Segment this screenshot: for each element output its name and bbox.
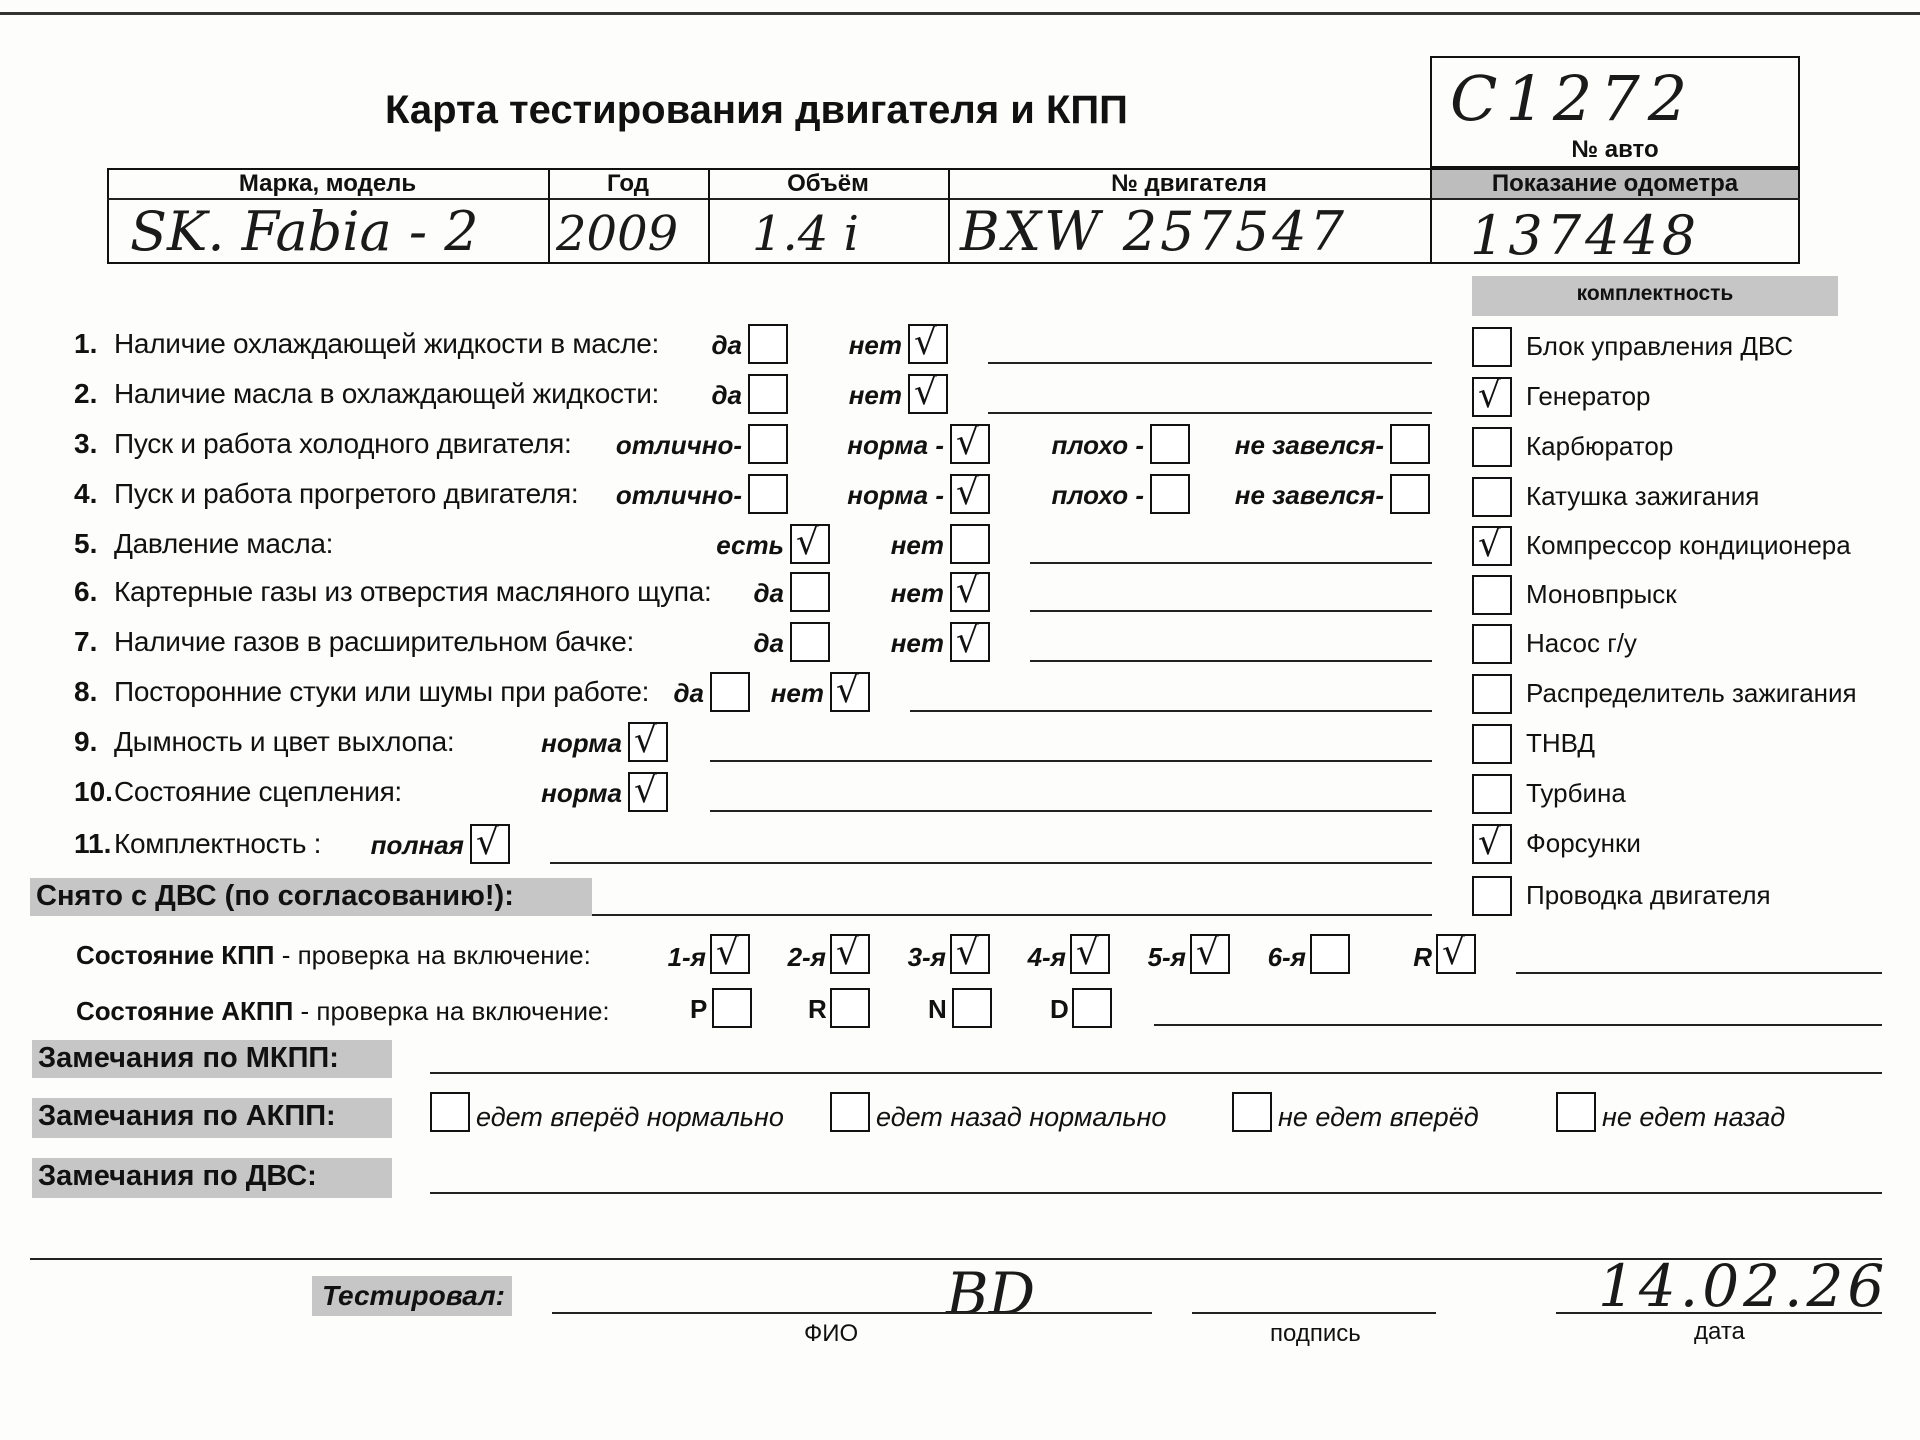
completeness-12-checkbox[interactable] bbox=[1472, 876, 1512, 916]
question-4-option-2-label: норма - bbox=[847, 480, 944, 510]
kpp-label-rest: - проверка на включение: bbox=[274, 940, 591, 970]
question-11-option-1-label: полная bbox=[370, 830, 464, 860]
kpp-gear-4-checkbox[interactable] bbox=[1070, 934, 1110, 974]
completeness-1-label: Блок управления ДВС bbox=[1526, 331, 1794, 361]
question-2-option-2-checkbox-check: √ bbox=[914, 372, 937, 413]
question-3-option-2-checkbox-check: √ bbox=[956, 422, 979, 463]
question-7-option-2-label: нет bbox=[890, 628, 944, 658]
question-6-option-2-label: нет bbox=[890, 578, 944, 608]
remarks-mkpp-label: Замечания по МКПП: bbox=[38, 1042, 339, 1074]
completeness-11-checkbox[interactable] bbox=[1472, 824, 1512, 864]
question-10-option-1-checkbox-check: √ bbox=[634, 770, 657, 811]
tested-by-label: Тестировал: bbox=[322, 1280, 505, 1311]
completeness-3-checkbox[interactable] bbox=[1472, 427, 1512, 467]
akpp-remark-4-checkbox[interactable] bbox=[1556, 1092, 1596, 1132]
question-10-line bbox=[710, 810, 1432, 812]
question-9-text: Дымность и цвет выхлопа: bbox=[114, 726, 455, 757]
question-5-option-1-checkbox-check: √ bbox=[796, 522, 819, 563]
completeness-3-label: Карбюратор bbox=[1526, 431, 1674, 461]
question-8-text: Посторонние стуки или шумы при работе: bbox=[114, 676, 650, 707]
akpp-remark-3-checkbox[interactable] bbox=[1232, 1092, 1272, 1132]
caption-name: ФИО bbox=[804, 1320, 859, 1347]
question-3-option-4-checkbox[interactable] bbox=[1390, 424, 1430, 464]
question-6-option-2-checkbox[interactable] bbox=[950, 572, 990, 612]
question-3-text: Пуск и работа холодного двигателя: bbox=[114, 428, 572, 459]
removed-label: Снято с ДВС (по согласованию!): bbox=[36, 880, 514, 912]
question-10-number: 10. bbox=[74, 776, 113, 807]
completeness-6-label: Моновпрыск bbox=[1526, 579, 1677, 609]
signature-line bbox=[1192, 1312, 1436, 1314]
akpp-remark-3-label: не едет вперёд bbox=[1278, 1102, 1479, 1132]
header-year: Год bbox=[607, 170, 649, 197]
question-10-text: Состояние сцепления: bbox=[114, 776, 402, 807]
remarks-dvs-line bbox=[430, 1192, 1882, 1194]
question-11-text: Комплектность : bbox=[114, 828, 322, 859]
question-1-line bbox=[988, 362, 1432, 364]
question-2-option-2-checkbox[interactable] bbox=[908, 374, 948, 414]
car-id-label: № авто bbox=[1571, 136, 1659, 163]
completeness-1-checkbox[interactable] bbox=[1472, 327, 1512, 367]
completeness-11-label: Форсунки bbox=[1526, 828, 1641, 858]
kpp-gear-2-label: 2-я bbox=[787, 942, 826, 972]
kpp-gear-7-checkbox-check: √ bbox=[1442, 932, 1465, 973]
kpp-gear-3-checkbox-check: √ bbox=[956, 932, 979, 973]
kpp-gear-6-label: 6-я bbox=[1267, 942, 1306, 972]
question-4-option-1-checkbox[interactable] bbox=[748, 474, 788, 514]
question-5-number: 5. bbox=[74, 528, 98, 559]
question-3-option-3-label: плохо - bbox=[1051, 430, 1144, 460]
completeness-11-checkbox-check: √ bbox=[1478, 822, 1501, 863]
question-7-number: 7. bbox=[74, 626, 98, 657]
question-4-option-3-label: плохо - bbox=[1051, 480, 1144, 510]
question-11-option-1-checkbox[interactable] bbox=[470, 824, 510, 864]
question-4-number: 4. bbox=[74, 478, 98, 509]
test-date: 14.02.26 bbox=[1598, 1252, 1889, 1320]
car-id-value: C1272 bbox=[1450, 62, 1696, 135]
akpp-mode-1-label: P bbox=[690, 994, 708, 1024]
question-8-option-1-label: да bbox=[673, 678, 704, 708]
akpp-remark-2-checkbox[interactable] bbox=[830, 1092, 870, 1132]
question-7-option-2-checkbox[interactable] bbox=[950, 622, 990, 662]
completeness-2-checkbox[interactable] bbox=[1472, 377, 1512, 417]
question-5-text: Давление масла: bbox=[114, 528, 334, 559]
header-engine-number: № двигателя bbox=[1111, 170, 1267, 197]
akpp-label bbox=[76, 996, 610, 1027]
removed-line bbox=[592, 914, 1432, 916]
question-3-option-1-label: отлично- bbox=[615, 430, 742, 460]
header-odometer: Показание одометра bbox=[1491, 170, 1739, 197]
question-5-option-2-label: нет bbox=[890, 530, 944, 560]
kpp-gear-1-checkbox[interactable] bbox=[710, 934, 750, 974]
name-line bbox=[552, 1312, 1152, 1314]
value-engine-number: BXW 257547 bbox=[960, 200, 1347, 263]
completeness-5-checkbox-check: √ bbox=[1478, 524, 1501, 565]
question-4-option-1-label: отлично- bbox=[615, 480, 742, 510]
kpp-gear-6-checkbox[interactable] bbox=[1310, 934, 1350, 974]
question-4-text: Пуск и работа прогретого двигателя: bbox=[114, 478, 579, 509]
completeness-9-checkbox[interactable] bbox=[1472, 724, 1512, 764]
question-3-option-2-label: норма - bbox=[847, 430, 944, 460]
completeness-8-label: Распределитель зажигания bbox=[1526, 678, 1857, 708]
akpp-line bbox=[1154, 1024, 1882, 1026]
question-7-option-1-checkbox[interactable] bbox=[790, 622, 830, 662]
akpp-mode-4-checkbox[interactable] bbox=[1072, 988, 1112, 1028]
question-8-line bbox=[910, 710, 1432, 712]
question-8-option-2-label: нет bbox=[770, 678, 824, 708]
tester-name: BD bbox=[946, 1260, 1036, 1328]
remarks-mkpp-line bbox=[430, 1072, 1882, 1074]
question-11-option-1-checkbox-check: √ bbox=[476, 822, 499, 863]
question-6-text: Картерные газы из отверстия масляного щупа: bbox=[114, 576, 712, 607]
question-9-option-1-label: норма bbox=[541, 728, 622, 758]
akpp-mode-3-checkbox[interactable] bbox=[952, 988, 992, 1028]
question-7-text: Наличие газов в расширительном бачке: bbox=[114, 626, 634, 657]
completeness-12-label: Проводка двигателя bbox=[1526, 880, 1771, 910]
completeness-9-label: ТНВД bbox=[1526, 728, 1596, 758]
question-2-text: Наличие масла в охлаждающей жидкости: bbox=[114, 378, 660, 409]
question-6-option-1-label: да bbox=[753, 578, 784, 608]
completeness-10-label: Турбина bbox=[1526, 778, 1626, 808]
question-10-option-1-checkbox[interactable] bbox=[628, 772, 668, 812]
completeness-2-label: Генератор bbox=[1526, 381, 1651, 411]
remarks-akpp-label: Замечания по АКПП: bbox=[38, 1100, 336, 1132]
question-8-option-2-checkbox-check: √ bbox=[836, 670, 859, 711]
kpp-gear-4-checkbox-check: √ bbox=[1076, 932, 1099, 973]
kpp-label bbox=[76, 940, 591, 971]
kpp-gear-2-checkbox-check: √ bbox=[836, 932, 859, 973]
value-odometer: 137448 bbox=[1470, 204, 1701, 267]
question-10-option-1-label: норма bbox=[541, 778, 622, 808]
question-11-number: 11. bbox=[74, 828, 112, 859]
scan-edge-line bbox=[0, 12, 1920, 15]
question-1-option-1-checkbox[interactable] bbox=[748, 324, 788, 364]
kpp-gear-7-checkbox[interactable] bbox=[1436, 934, 1476, 974]
akpp-mode-4-label: D bbox=[1050, 994, 1069, 1024]
question-3-number: 3. bbox=[74, 428, 98, 459]
question-1-option-1-label: да bbox=[711, 330, 742, 360]
question-2-option-2-label: нет bbox=[848, 380, 902, 410]
question-3-option-1-checkbox[interactable] bbox=[748, 424, 788, 464]
question-8-option-2-checkbox[interactable] bbox=[830, 672, 870, 712]
akpp-mode-1-checkbox[interactable] bbox=[712, 988, 752, 1028]
question-8-option-1-checkbox[interactable] bbox=[710, 672, 750, 712]
akpp-label-bold: Состояние АКПП bbox=[76, 996, 294, 1026]
header-make-model: Марка, модель bbox=[238, 170, 417, 197]
completeness-5-label: Компрессор кондиционера bbox=[1526, 530, 1851, 560]
question-5-option-1-checkbox[interactable] bbox=[790, 524, 830, 564]
completeness-4-checkbox[interactable] bbox=[1472, 477, 1512, 517]
value-make-model: SK. Fabia - 2 bbox=[130, 200, 479, 263]
kpp-gear-5-checkbox[interactable] bbox=[1190, 934, 1230, 974]
question-3-option-2-checkbox[interactable] bbox=[950, 424, 990, 464]
completeness-7-checkbox[interactable] bbox=[1472, 624, 1512, 664]
question-2-option-1-label: да bbox=[711, 380, 742, 410]
question-4-option-4-checkbox[interactable] bbox=[1390, 474, 1430, 514]
question-6-number: 6. bbox=[74, 576, 98, 607]
question-1-option-2-checkbox[interactable] bbox=[908, 324, 948, 364]
akpp-mode-2-label: R bbox=[808, 994, 827, 1024]
question-1-number: 1. bbox=[74, 328, 98, 359]
question-1-text: Наличие охлаждающей жидкости в масле: bbox=[114, 328, 660, 359]
akpp-remark-1-checkbox[interactable] bbox=[430, 1092, 470, 1132]
question-4-option-4-label: не завелся- bbox=[1234, 480, 1384, 510]
question-2-option-1-checkbox[interactable] bbox=[748, 374, 788, 414]
question-1-option-2-label: нет bbox=[848, 330, 902, 360]
value-volume: 1.4 i bbox=[752, 206, 859, 262]
question-9-line bbox=[710, 760, 1432, 762]
akpp-remark-1-label: едет вперёд нормально bbox=[476, 1102, 784, 1132]
question-9-option-1-checkbox-check: √ bbox=[634, 720, 657, 761]
question-8-number: 8. bbox=[74, 676, 98, 707]
kpp-gear-5-checkbox-check: √ bbox=[1196, 932, 1219, 973]
kpp-gear-4-label: 4-я bbox=[1027, 942, 1066, 972]
kpp-gear-1-checkbox-check: √ bbox=[716, 932, 739, 973]
completeness-6-checkbox[interactable] bbox=[1472, 575, 1512, 615]
question-6-line bbox=[1030, 610, 1432, 612]
completeness-4-label: Катушка зажигания bbox=[1526, 481, 1760, 511]
question-4-option-2-checkbox-check: √ bbox=[956, 472, 979, 513]
completeness-8-checkbox[interactable] bbox=[1472, 674, 1512, 714]
question-7-line bbox=[1030, 660, 1432, 662]
question-5-line bbox=[1030, 562, 1432, 564]
question-5-option-2-checkbox[interactable] bbox=[950, 524, 990, 564]
kpp-gear-1-label: 1-я bbox=[667, 942, 706, 972]
question-7-option-2-checkbox-check: √ bbox=[956, 620, 979, 661]
question-11-line bbox=[550, 862, 1432, 864]
completeness-10-checkbox[interactable] bbox=[1472, 774, 1512, 814]
page-title: Карта тестирования двигателя и КПП bbox=[385, 88, 1128, 132]
akpp-mode-3-label: N bbox=[928, 994, 947, 1024]
question-6-option-1-checkbox[interactable] bbox=[790, 572, 830, 612]
question-9-option-1-checkbox[interactable] bbox=[628, 722, 668, 762]
remarks-dvs-label: Замечания по ДВС: bbox=[38, 1160, 317, 1192]
akpp-mode-2-checkbox[interactable] bbox=[830, 988, 870, 1028]
caption-date: дата bbox=[1694, 1318, 1745, 1345]
question-2-line bbox=[988, 412, 1432, 414]
kpp-line bbox=[1516, 972, 1882, 974]
question-9-number: 9. bbox=[74, 726, 98, 757]
completeness-5-checkbox[interactable] bbox=[1472, 526, 1512, 566]
completeness-header: комплектность bbox=[1576, 282, 1734, 305]
kpp-label-bold: Состояние КПП bbox=[76, 940, 275, 970]
completeness-2-checkbox-check: √ bbox=[1478, 375, 1501, 416]
question-1-option-2-checkbox-check: √ bbox=[914, 322, 937, 363]
akpp-remark-4-label: не едет назад bbox=[1602, 1102, 1786, 1132]
kpp-gear-5-label: 5-я bbox=[1147, 942, 1186, 972]
question-7-option-1-label: да bbox=[753, 628, 784, 658]
question-4-option-2-checkbox[interactable] bbox=[950, 474, 990, 514]
caption-signature: подпись bbox=[1270, 1320, 1361, 1347]
header-volume: Объём bbox=[787, 170, 869, 197]
akpp-remark-2-label: едет назад нормально bbox=[876, 1102, 1167, 1132]
kpp-gear-2-checkbox[interactable] bbox=[830, 934, 870, 974]
question-6-option-2-checkbox-check: √ bbox=[956, 570, 979, 611]
kpp-gear-3-label: 3-я bbox=[907, 942, 946, 972]
question-3-option-4-label: не завелся- bbox=[1234, 430, 1384, 460]
kpp-gear-3-checkbox[interactable] bbox=[950, 934, 990, 974]
question-2-number: 2. bbox=[74, 378, 98, 409]
question-5-option-1-label: есть bbox=[716, 530, 784, 560]
value-year: 2009 bbox=[556, 206, 679, 262]
akpp-label-rest: - проверка на включение: bbox=[293, 996, 610, 1026]
completeness-7-label: Насос г/у bbox=[1526, 628, 1637, 658]
kpp-gear-7-label: R bbox=[1413, 942, 1432, 972]
question-4-option-3-checkbox[interactable] bbox=[1150, 474, 1190, 514]
question-3-option-3-checkbox[interactable] bbox=[1150, 424, 1190, 464]
